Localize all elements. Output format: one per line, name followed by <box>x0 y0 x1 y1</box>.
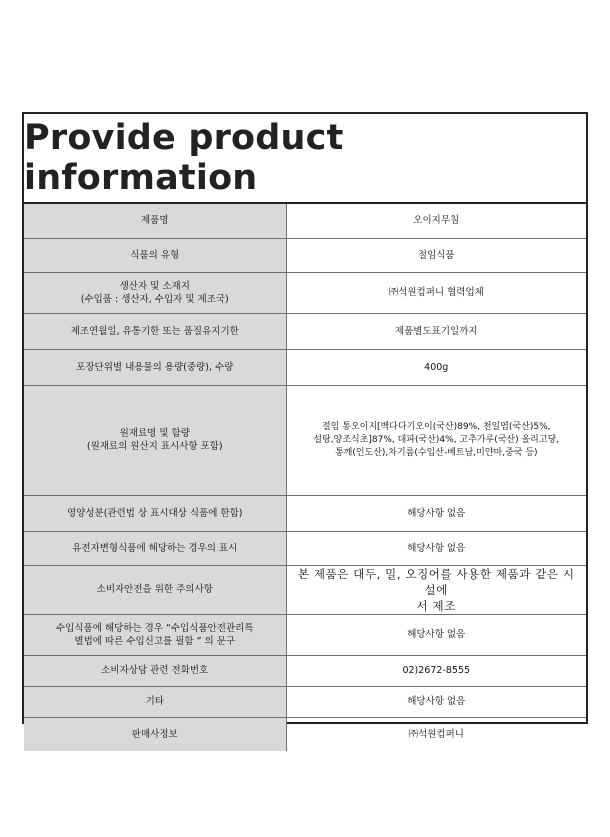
product-info-sheet <box>22 112 588 740</box>
row-label: 판매사정보 <box>24 717 286 751</box>
row-label: 생산자 및 소재지 (수입품 : 생산자, 수입자 및 제조국) <box>24 272 286 313</box>
row-label: 유전자변형식품에 해당하는 경우의 표시 <box>24 531 286 565</box>
row-label: 제조연월일, 유통기한 또는 품질유지기한 <box>24 313 286 349</box>
table-row <box>24 655 586 686</box>
row-value: ㈜석원컴퍼니 <box>408 728 464 740</box>
table-row <box>24 313 586 349</box>
row-label: 영양성분(관련법 상 표시대상 식품에 한함) <box>24 495 286 531</box>
row-label: 포장단위별 내용물의 용량(중량), 수량 <box>24 349 286 385</box>
row-label: 기타 <box>24 686 286 717</box>
row-label: 수입식품에 해당하는 경우 “수입식품안전관리특 별법에 따른 수입신고를 필함 ” 의 문구 <box>24 614 286 655</box>
row-value: 400g <box>286 349 586 385</box>
table-row <box>24 717 586 751</box>
table-row <box>24 272 586 313</box>
table-row <box>24 349 586 385</box>
row-value: 해당사항 없음 <box>286 614 586 655</box>
row-value: 02)2672-8555 <box>286 655 586 686</box>
table-row <box>24 565 586 614</box>
row-value: 제품별도표기일까지 <box>286 313 586 349</box>
row-label: 원재료명 및 함량 (원재료의 원산지 표시사항 포함) <box>24 385 286 495</box>
row-value: 해당사항 없음 <box>286 686 586 717</box>
row-value: 절임식품 <box>286 238 586 272</box>
row-value: 해당사항 없음 <box>286 531 586 565</box>
table-row <box>24 204 586 238</box>
row-value: 본 제품은 대두, 밀, 오징어를 사용한 제품과 같은 시설에 서 제조 <box>286 565 586 614</box>
row-value: 절임 통오이지[백다다기오이(국산)89%, 천일염(국산)5%, 설탕,양조식초]87%, 대파(국산)4%, 고추가루(국산) 올리고당, 통깨(인도산),차기름(수입산-베트남,미얀마,중국 등) <box>286 385 586 495</box>
row-label: 소비자안전을 위한 주의사항 <box>24 565 286 614</box>
table-row <box>24 686 586 717</box>
product-info-table <box>24 204 586 751</box>
title-box <box>24 114 586 204</box>
table-row <box>24 495 586 531</box>
row-value: 해당사항 없음 <box>286 495 586 531</box>
row-value: ㈜석원컴퍼니 협력업체 <box>286 272 586 313</box>
row-label: 식품의 유형 <box>24 238 286 272</box>
table-row <box>24 238 586 272</box>
table-row <box>24 531 586 565</box>
page-title: Provide product information <box>24 118 344 198</box>
table-row <box>24 385 586 495</box>
table-row <box>24 614 586 655</box>
row-label: 소비자상담 관련 전화번호 <box>24 655 286 686</box>
row-value: 오이지무침 <box>286 204 586 238</box>
row-label: 제품명 <box>24 204 286 238</box>
